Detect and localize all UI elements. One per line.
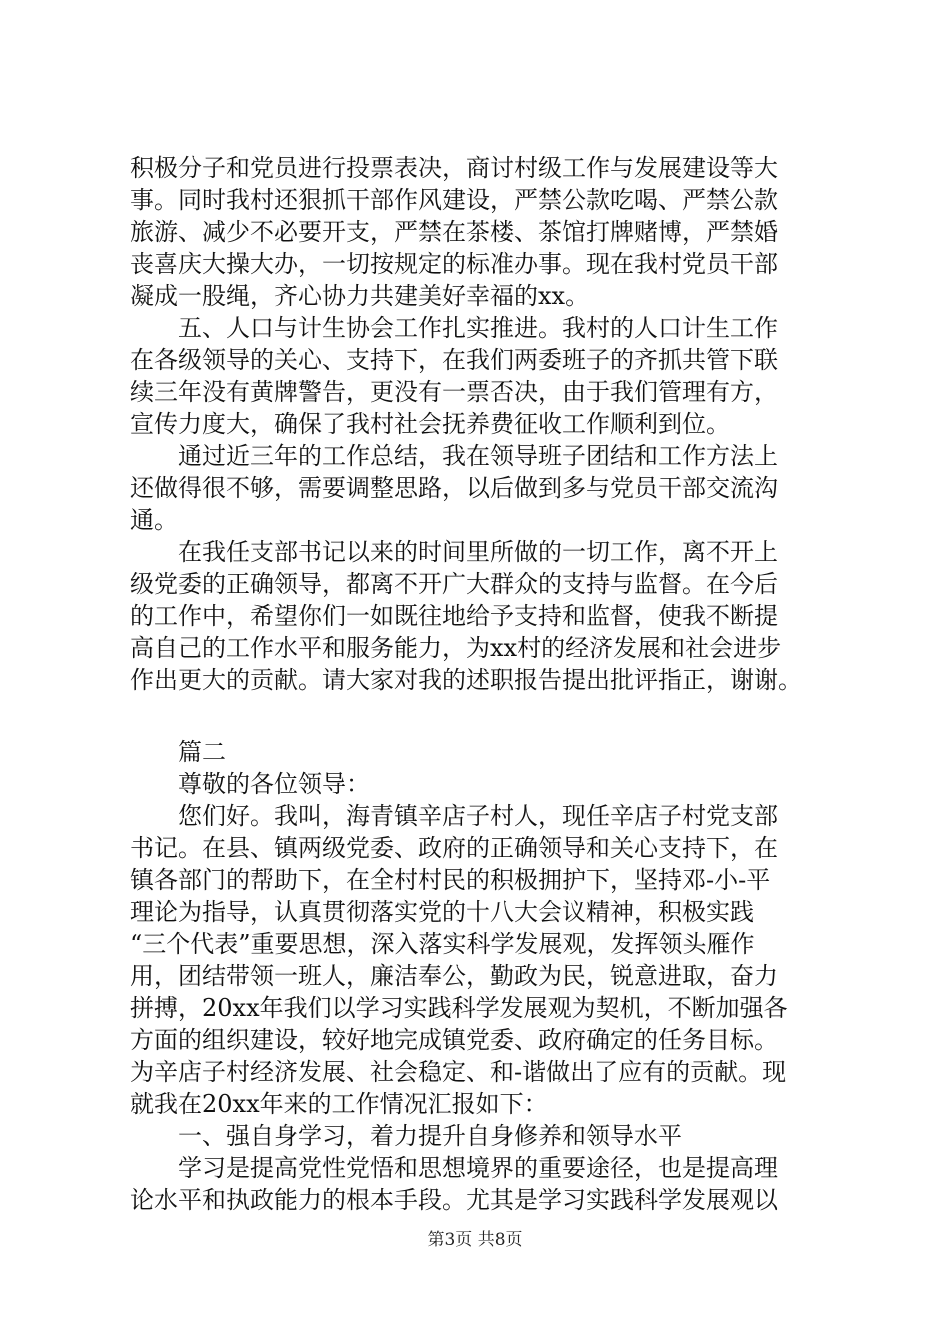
text-line: 书记。在县、镇两级党委、政府的正确领导和关心支持下，在: [130, 834, 778, 862]
text-line: 尊敬的各位领导：: [178, 770, 370, 798]
text-line: 在各级领导的关心、支持下，在我们两委班子的齐抓共管下联: [130, 346, 778, 374]
text-line: 拼搏，20xx年我们以学习实践科学发展观为契机，不断加强各: [130, 994, 788, 1022]
text-line: 篇二: [178, 738, 226, 766]
text-line: 为辛店子村经济发展、社会稳定、和-谐做出了应有的贡献。现: [130, 1058, 787, 1086]
text-line: 级党委的正确领导，都离不开广大群众的支持与监督。在今后: [130, 570, 778, 598]
text-line: 在我任支部书记以来的时间里所做的一切工作，离不开上: [178, 538, 778, 566]
text-line: 积极分子和党员进行投票表决，商讨村级工作与发展建设等大: [130, 154, 778, 182]
text-line: 通。: [130, 506, 178, 534]
text-line: 镇各部门的帮助下，在全村村民的积极拥护下，坚持邓-小-平: [130, 866, 771, 894]
paragraph-gap: [130, 696, 850, 736]
text-line: 一、强自身学习，着力提升自身修养和领导水平: [178, 1122, 682, 1150]
text-line: 旅游、减少不必要开支，严禁在茶楼、茶馆打牌赌博，严禁婚: [130, 218, 778, 246]
text-line: 方面的组织建设，较好地完成镇党委、政府确定的任务目标。: [130, 1026, 778, 1054]
page-footer: 第3页 共8页: [427, 1230, 523, 1250]
text-line: 续三年没有黄牌警告，更没有一票否决，由于我们管理有方，: [130, 378, 778, 406]
text-line: 事。同时我村还狠抓干部作风建设，严禁公款吃喝、严禁公款: [130, 186, 778, 214]
document-body: [130, 152, 850, 1216]
text-line: 学习是提高党性党悟和思想境界的重要途径，也是提高理: [178, 1154, 778, 1182]
text-line: 理论为指导，认真贯彻落实党的十八大会议精神，积极实践: [130, 898, 754, 926]
text-line: 高自己的工作水平和服务能力，为xx村的经济发展和社会进步: [130, 634, 782, 662]
text-line: 宣传力度大，确保了我村社会抚养费征收工作顺利到位。: [130, 410, 730, 438]
text-line: 的工作中，希望你们一如既往地给予支持和监督，使我不断提: [130, 602, 778, 630]
text-line: 论水平和执政能力的根本手段。尤其是学习实践科学发展观以: [130, 1186, 778, 1214]
text-line: 就我在20xx年来的工作情况汇报如下：: [130, 1090, 548, 1118]
text-line: 用，团结带领一班人，廉洁奉公，勤政为民，锐意进取，奋力: [130, 962, 778, 990]
text-line: 丧喜庆大操大办，一切按规定的标准办事。现在我村党员干部: [130, 250, 778, 278]
text-line: 通过近三年的工作总结，我在领导班子团结和工作方法上: [178, 442, 778, 470]
text-line: 五、人口与计生协会工作扎实推进。我村的人口计生工作: [178, 314, 778, 342]
text-line: 还做得很不够，需要调整思路，以后做到多与党员干部交流沟: [130, 474, 778, 502]
text-line: 凝成一股绳，齐心协力共建美好幸福的xx。: [130, 282, 590, 310]
text-line: 您们好。我叫，海青镇辛店子村人，现任辛店子村党支部: [178, 802, 778, 830]
text-line: 作出更大的贡献。请大家对我的述职报告提出批评指正，谢谢。: [130, 666, 802, 694]
text-line: “三个代表”重要思想，深入落实科学发展观，发挥领头雁作: [130, 930, 755, 958]
